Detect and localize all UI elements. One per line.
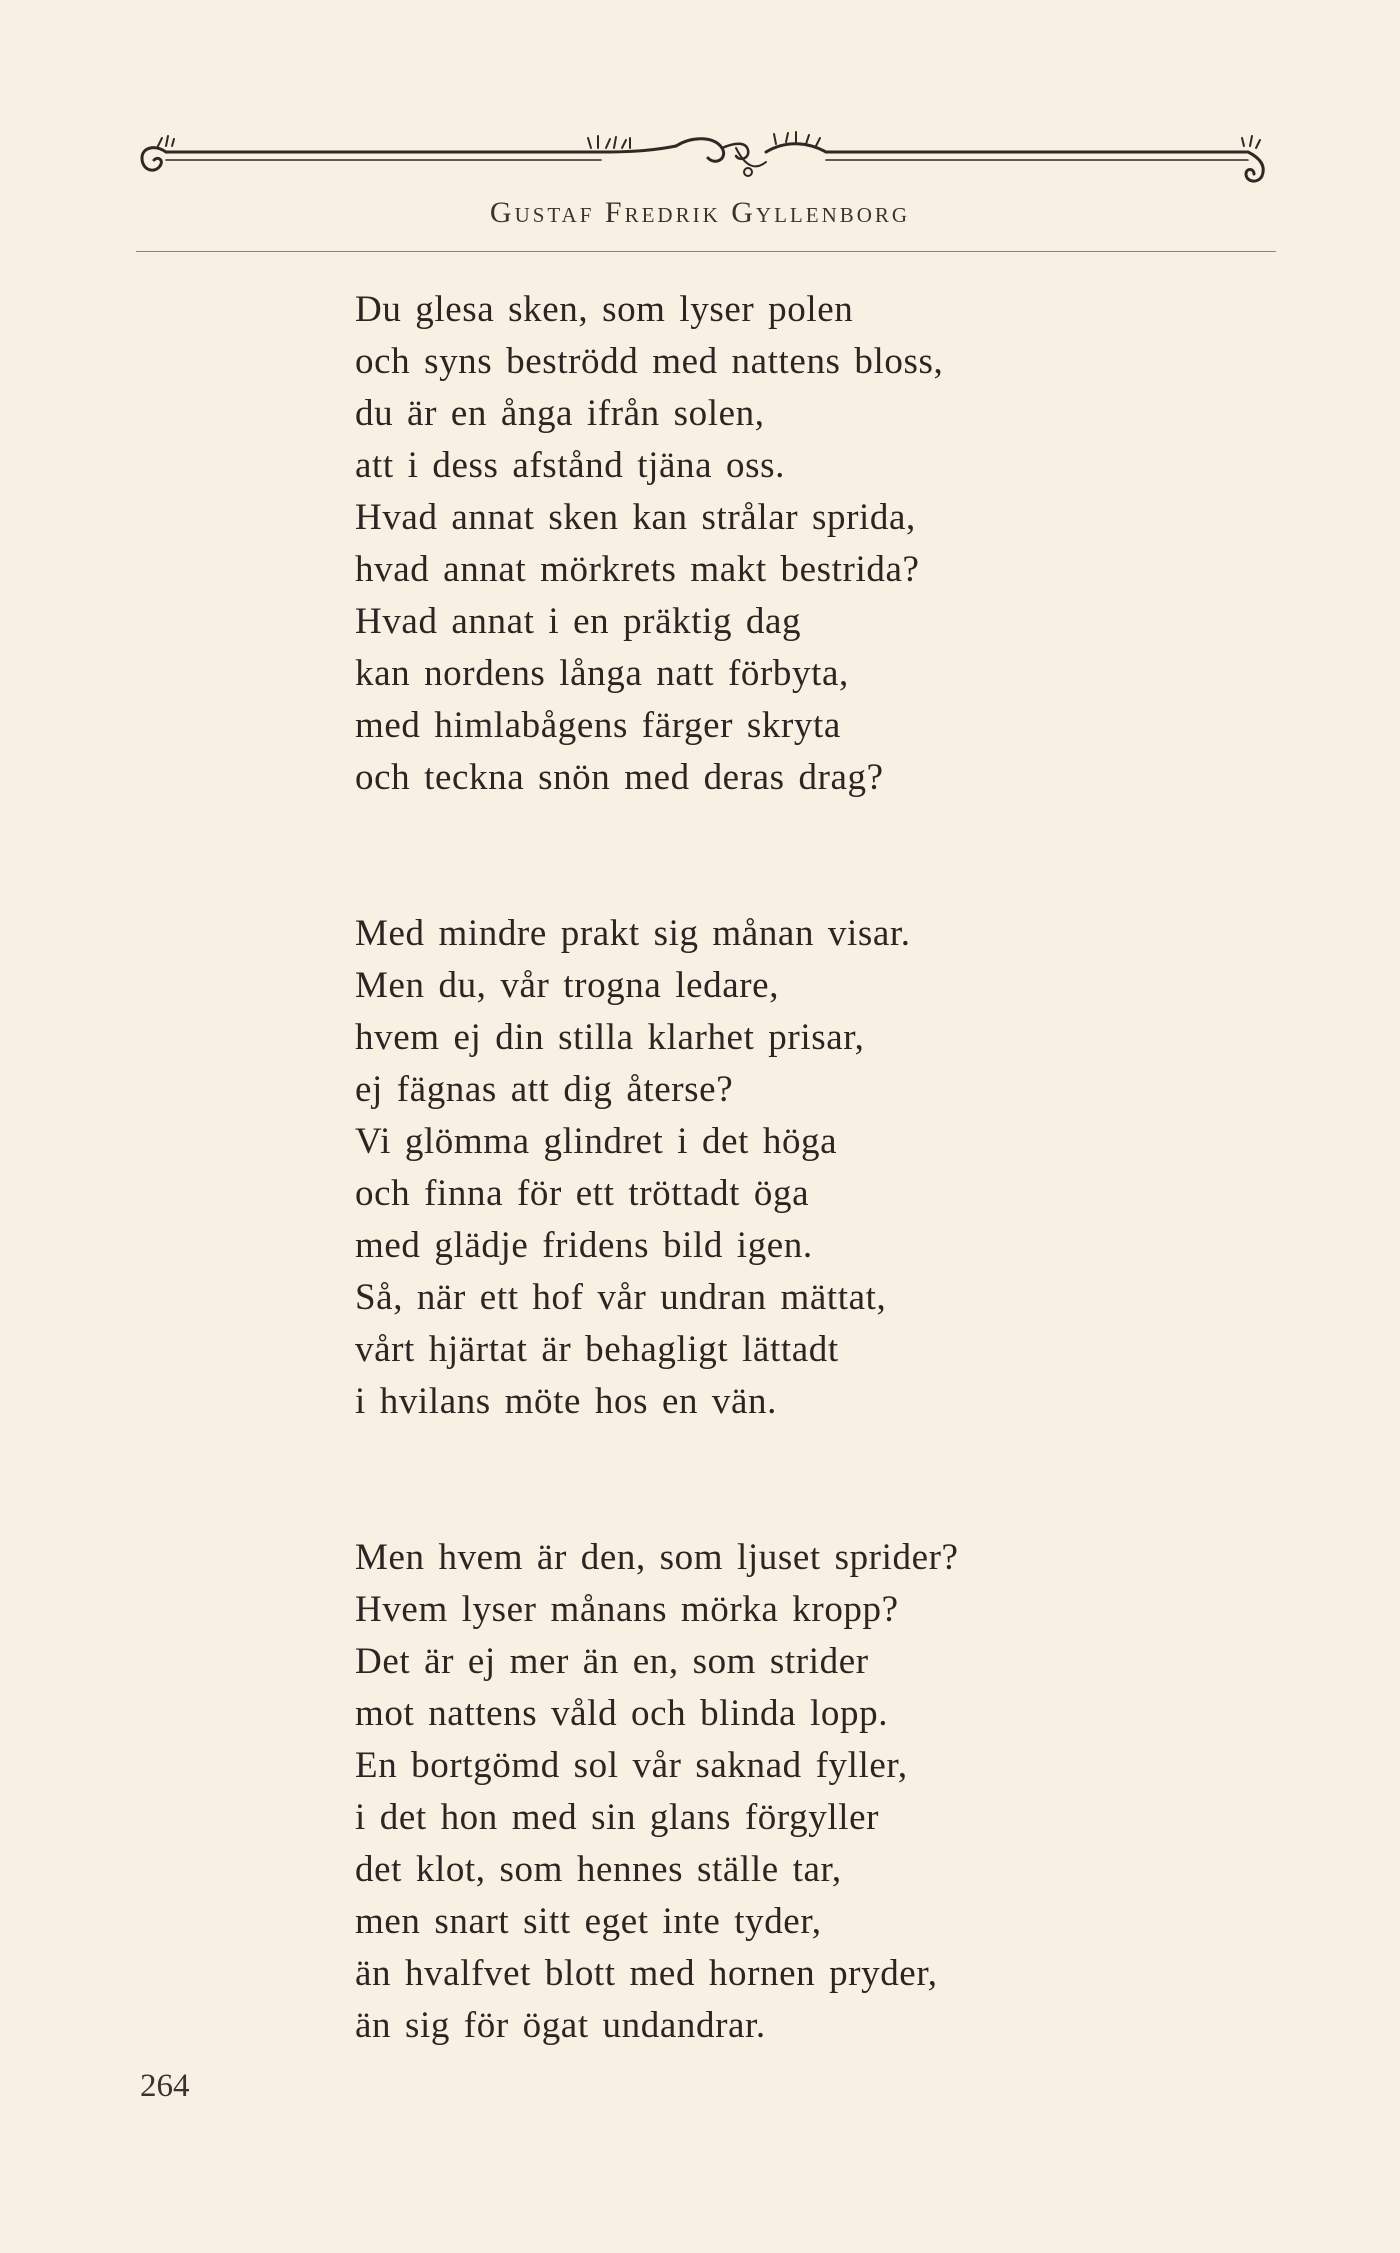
verse-line: Hvad annat sken kan strålar sprida, (355, 497, 916, 538)
verse-line: kan nordens långa natt förbyta, (355, 653, 849, 694)
running-head: Gustaf Fredrik Gyllenborg (489, 196, 911, 229)
verse-line: att i dess afstånd tjäna oss. (355, 445, 785, 486)
verse-line: men snart sitt eget inte tyder, (355, 1901, 822, 1942)
verse-line: Hvad annat i en präktig dag (355, 601, 802, 642)
header-rule (136, 251, 1276, 252)
verse-line: det klot, som hennes ställe tar, (355, 1849, 842, 1890)
verse-line: mot nattens våld och blinda lopp. (355, 1693, 889, 1734)
verse-line: och syns beströdd med nattens bloss, (355, 341, 944, 382)
verse-line: hvem ej din stilla klarhet prisar, (355, 1017, 865, 1058)
ornamental-headpiece (136, 128, 1276, 198)
stanza-1 (355, 284, 1235, 804)
verse-line: i hvilans möte hos en vän. (355, 1381, 777, 1422)
verse-line: Du glesa sken, som lyser polen (355, 289, 854, 330)
verse-line: Men hvem är den, som ljuset sprider? (355, 1537, 959, 1578)
verse-line: Det är ej mer än en, som strider (355, 1641, 869, 1682)
verse-line: vårt hjärtat är behagligt lättadt (355, 1329, 839, 1370)
verse-line: än hvalfvet blott med hornen pryder, (355, 1953, 938, 1994)
verse-line: Vi glömma glindret i det höga (355, 1121, 838, 1162)
verse-line: än sig för ögat undandrar. (355, 2005, 766, 2046)
verse-line: En bortgömd sol vår saknad fyller, (355, 1745, 908, 1786)
stanza-2 (355, 908, 1235, 1428)
verse-line: Så, när ett hof vår undran mättat, (355, 1277, 887, 1318)
verse-line: du är en ånga ifrån solen, (355, 393, 765, 434)
verse-line: och teckna snön med deras drag? (355, 757, 884, 798)
verse-line: i det hon med sin glans förgyller (355, 1797, 880, 1838)
verse-line: Men du, vår trogna ledare, (355, 965, 780, 1006)
verse-line: och finna för ett tröttadt öga (355, 1173, 810, 1214)
verse-line: hvad annat mörkrets makt bestrida? (355, 549, 920, 590)
verse-line: Hvem lyser månans mörka kropp? (355, 1589, 899, 1630)
poem (355, 284, 1235, 2052)
stanza-3 (355, 1532, 1235, 2052)
verse-line: ej fägnas att dig återse? (355, 1069, 734, 1110)
verse-line: Med mindre prakt sig månan visar. (355, 913, 911, 954)
verse-line: med glädje fridens bild igen. (355, 1225, 813, 1266)
verse-line: med himlabågens färger skryta (355, 705, 841, 746)
page-number: 264 (140, 2068, 190, 2104)
